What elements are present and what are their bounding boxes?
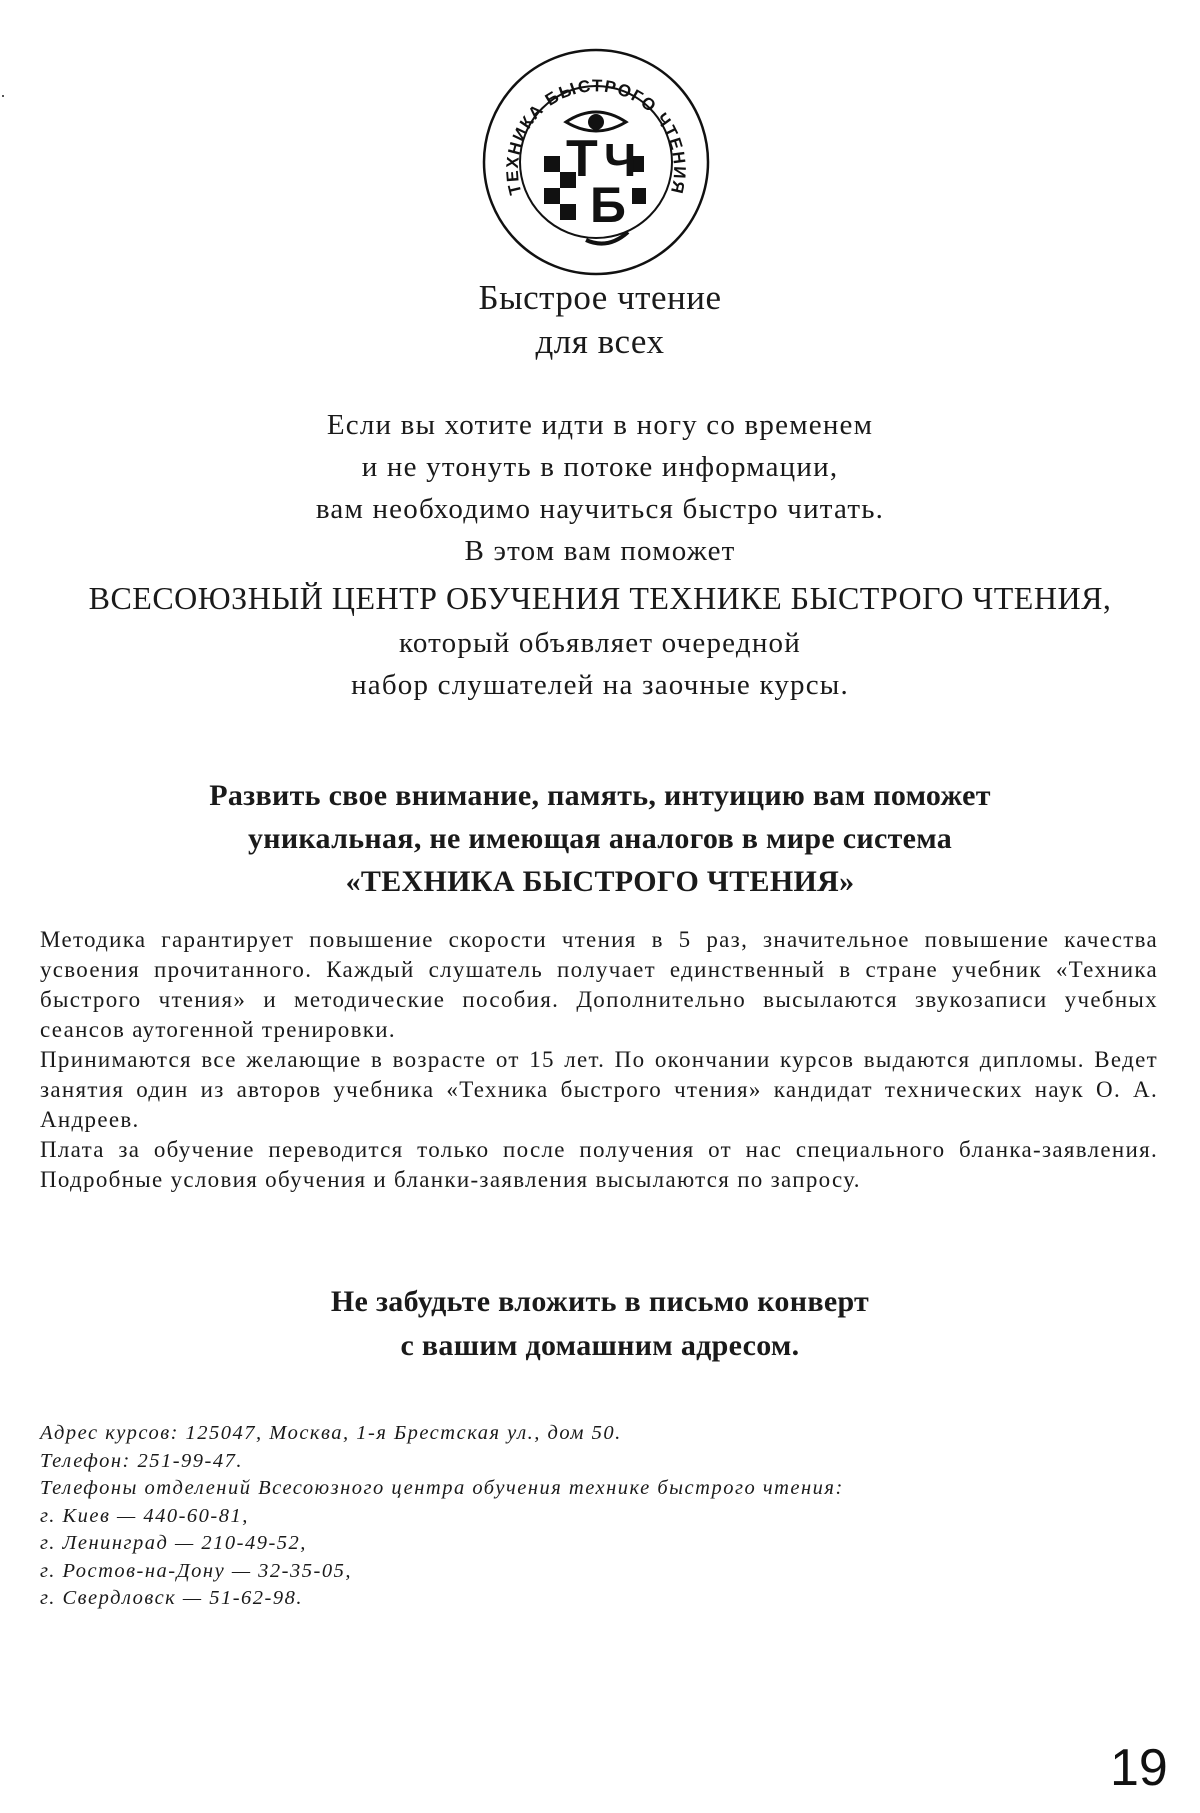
- system-heading-line-3: «ТЕХНИКА БЫСТРОГО ЧТЕНИЯ»: [345, 865, 855, 898]
- branch-rostov: г. Ростов-на-Дону — 32-35-05,: [40, 1559, 352, 1582]
- reminder-line-2: с вашим домашним адресом.: [400, 1329, 800, 1362]
- page-number: 19: [1110, 1739, 1168, 1797]
- body-paragraph-payment: Плата за обучение переводится только после получения от нас специального бланка-заявления. Подробные условия обучения и бланки-заявления высылаются по запросу.: [40, 1137, 1158, 1192]
- intro-line-1: Если вы хотите идти в ногу со временем: [326, 409, 874, 441]
- logo-letter-t: Т: [566, 130, 598, 188]
- speed-reading-logo: [478, 44, 714, 280]
- system-heading: [0, 774, 1200, 903]
- logo-ring-text: ТЕХНИКА БЫСТРОГО ЧТЕНИЯ: [502, 76, 690, 197]
- branch-leningrad: г. Ленинград — 210-49-52,: [40, 1532, 307, 1554]
- contact-address: [40, 1420, 1140, 1613]
- eye-icon: [566, 112, 626, 131]
- system-heading-line-1: Развить свое внимание, память, интуицию вам поможет: [209, 779, 991, 812]
- page-title: [0, 276, 1200, 364]
- branch-kiev: г. Киев — 440-60-81,: [40, 1504, 249, 1527]
- title-line-1: Быстрое чтение: [478, 278, 722, 317]
- intro-line-4: В этом вам поможет: [464, 535, 736, 567]
- system-heading-line-2: уникальная, не имеющая аналогов в мире система: [247, 822, 953, 855]
- envelope-reminder: [0, 1280, 1200, 1368]
- phone-line: Телефон: 251-99-47.: [40, 1449, 243, 1472]
- address-line: Адрес курсов: 125047, Москва, 1-я Брестская ул., дом 50.: [40, 1422, 622, 1444]
- intro-line-2: и не утонуть в потоке информации,: [361, 451, 839, 483]
- intro-line-6: набор слушателей на заочные курсы.: [351, 669, 849, 701]
- intro-line-3: вам необходимо научиться быстро читать.: [315, 493, 885, 525]
- logo-letter-ch: Ч: [604, 134, 637, 186]
- intro-block: [0, 404, 1200, 706]
- logo-letter-b: Б: [590, 177, 626, 233]
- intro-line-5: который объявляет очередной: [399, 627, 801, 659]
- branch-sverdlovsk: г. Свердловск — 51-62-98.: [40, 1587, 304, 1609]
- scan-speck: [2, 95, 4, 97]
- body-text: [40, 925, 1158, 1195]
- branches-heading: Телефоны отделений Всесоюзного центра обучения технике быстрого чтения:: [40, 1477, 844, 1499]
- title-line-2: для всех: [535, 322, 665, 361]
- center-name: ВСЕСОЮЗНЫЙ ЦЕНТР ОБУЧЕНИЯ ТЕХНИКЕ БЫСТРОГО ЧТЕНИЯ,: [88, 580, 1112, 616]
- body-paragraph-admission: Принимаются все желающие в возрасте от 15 лет. По окончании курсов выдаются дипломы. Ведет занятия один из авторов учебника «Техника быстрого чтения» кандидат технических наук О. А. Андреев.: [40, 1047, 1158, 1132]
- body-paragraph-method: Методика гарантирует повышение скорости чтения в 5 раз, значительное повышение качества усвоения прочитанного. Каждый слушатель получает единственный в стране учебник «Техника быстрого чтения» и методические пособия. Дополнительно высылаются звукозаписи учебных сеансов аутогенной тренировки.: [40, 927, 1158, 1042]
- reminder-line-1: Не забудьте вложить в письмо конверт: [330, 1285, 870, 1318]
